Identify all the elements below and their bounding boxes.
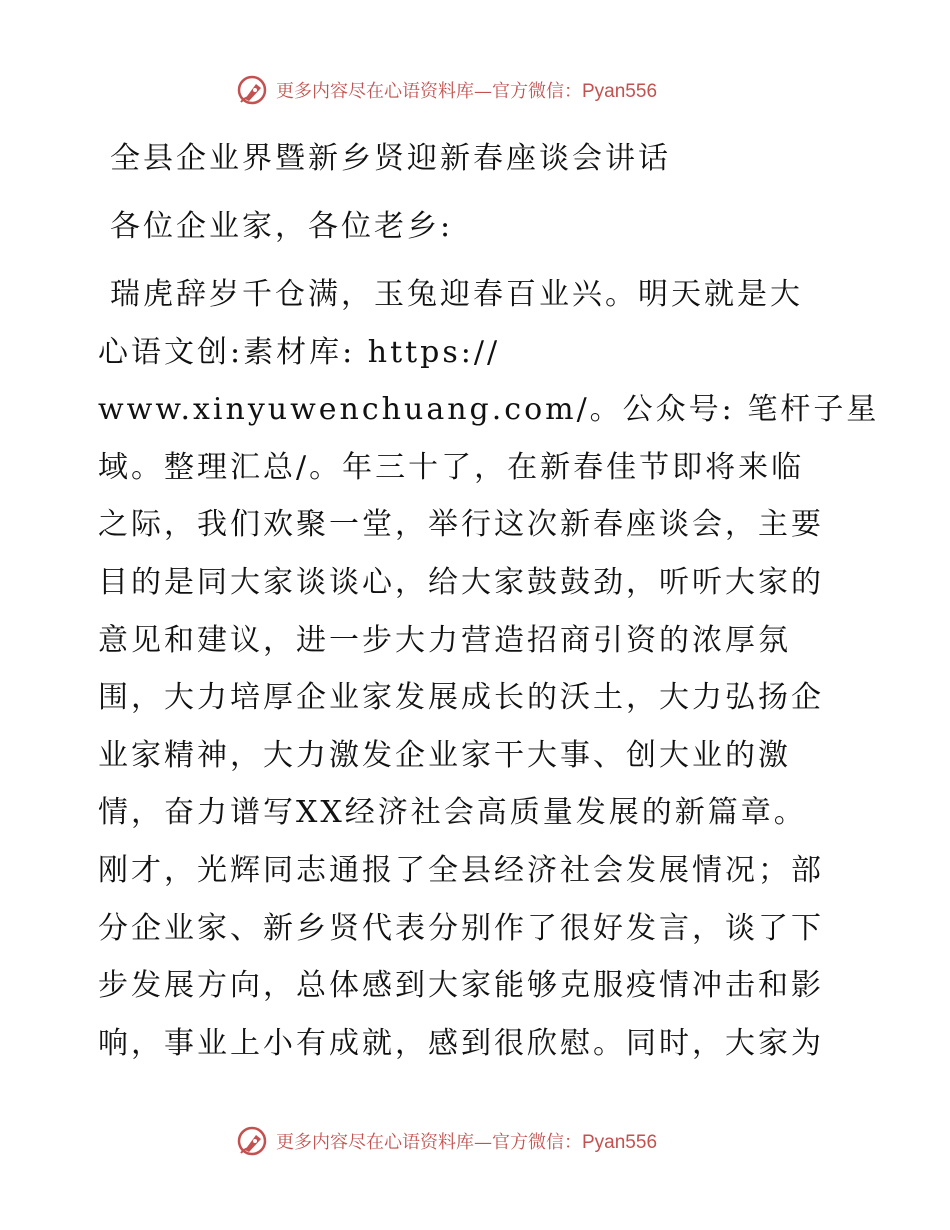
document-title: 全县企业界暨新乡贤迎新春座谈会讲话 bbox=[110, 141, 671, 176]
text-line: 瑞虎辞岁千仓满，玉兔迎春百业兴。明天就是大 bbox=[110, 277, 803, 312]
salutation: 各位企业家，各位老乡: bbox=[110, 209, 454, 244]
body-paragraph bbox=[98, 266, 880, 1072]
text-line: 响，事业上小有成就，感到很欣慰。同时，大家为 bbox=[98, 1025, 824, 1061]
pen-nib-logo-icon bbox=[236, 74, 268, 106]
text-line: 目的是同大家谈谈心，给大家鼓鼓劲，听听大家的 bbox=[98, 564, 824, 600]
text-line: 刚才，光辉同志通报了全县经济社会发展情况；部 bbox=[98, 852, 824, 888]
text-line: www.xinyuwenchuang.com/。公众号: 笔杆子星 bbox=[98, 392, 880, 428]
text-line: 意见和建议，进一步大力营造招商引资的浓厚氛 bbox=[98, 622, 791, 658]
watermark-text: 更多内容尽在心语资料库—官方微信：Pyan556 bbox=[276, 1132, 658, 1153]
watermark-id: Pyan556 bbox=[582, 81, 658, 102]
watermark-id: Pyan556 bbox=[582, 1132, 658, 1153]
text-line: 步发展方向，总体感到大家能够克服疫情冲击和影 bbox=[98, 968, 824, 1004]
text-line: 之际，我们欢聚一堂，举行这次新春座谈会，主要 bbox=[98, 507, 824, 543]
header-watermark bbox=[236, 72, 657, 108]
watermark-text: 更多内容尽在心语资料库—官方微信：Pyan556 bbox=[276, 81, 658, 102]
footer-watermark bbox=[236, 1123, 657, 1159]
text-line: 业家精神，大力激发企业家干大事、创大业的激 bbox=[98, 737, 791, 773]
text-line: 心语文创:素材库: https:// bbox=[98, 334, 501, 370]
text-line: 情，奋力谱写XX经济社会高质量发展的新篇章。 bbox=[98, 795, 807, 831]
pen-nib-logo-icon bbox=[236, 1125, 268, 1157]
document-body bbox=[98, 118, 880, 1072]
text-line: 域。整理汇总/。年三十了，在新春佳节即将来临 bbox=[98, 449, 805, 485]
text-line: 围，大力培厚企业家发展成长的沃土，大力弘扬企 bbox=[98, 680, 824, 716]
text-line: 分企业家、新乡贤代表分别作了很好发言，谈了下 bbox=[98, 910, 824, 946]
